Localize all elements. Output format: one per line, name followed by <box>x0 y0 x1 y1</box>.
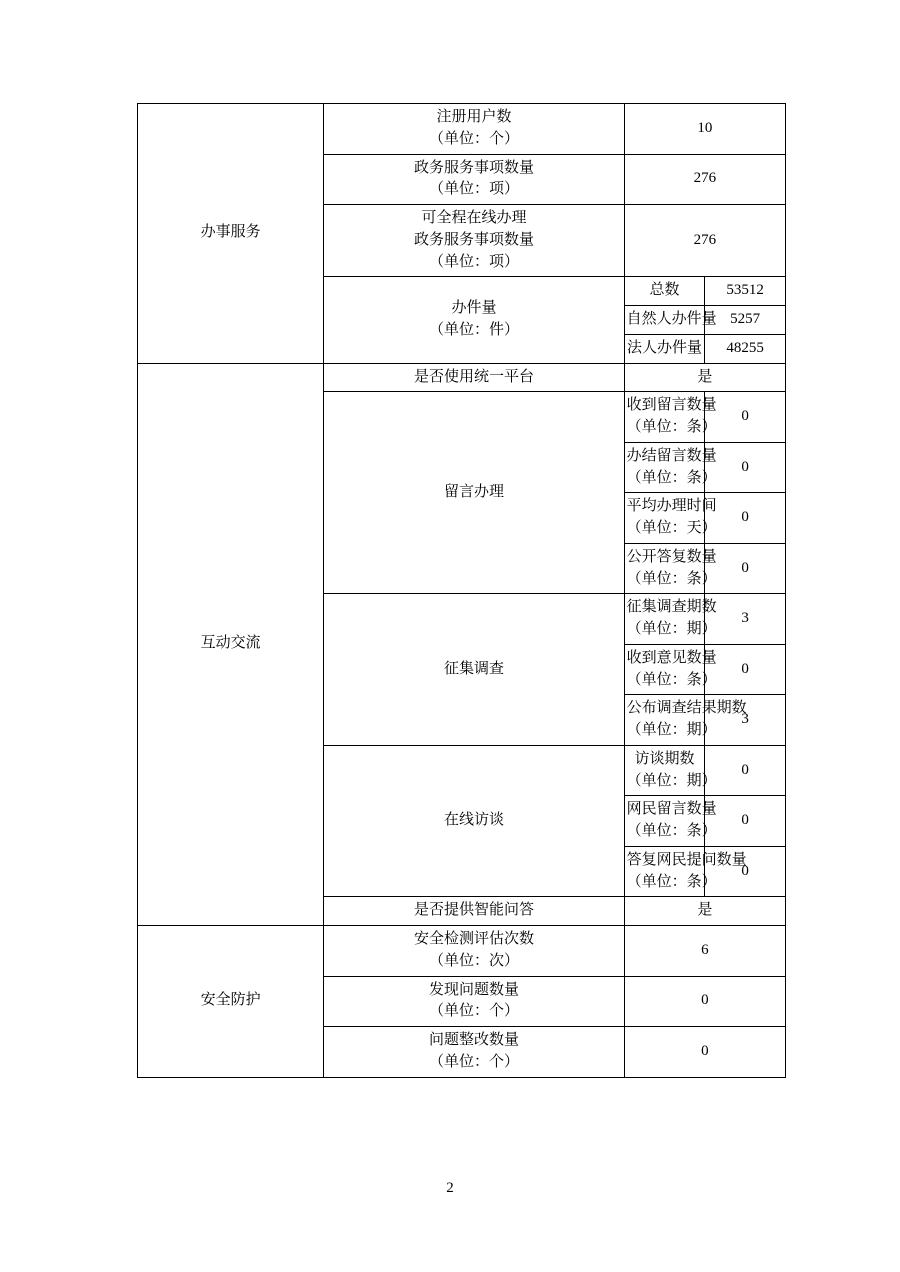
cell-text-line: （单位：次） <box>428 952 519 969</box>
sub-item-label-cell <box>624 277 705 306</box>
value-cell: 3 <box>705 594 786 645</box>
item-label-cell <box>324 594 624 746</box>
cell-text-line: （单位：项） <box>428 181 519 198</box>
value-cell: 0 <box>705 745 786 796</box>
cell-text-line: 注册用户数 <box>436 109 512 125</box>
table-row <box>138 926 786 977</box>
value-cell: 是 <box>624 897 785 926</box>
value-cell: 0 <box>624 976 785 1027</box>
value-cell: 0 <box>705 543 786 594</box>
cell-text-line: （单位：期） <box>626 772 717 789</box>
value-cell: 10 <box>624 104 785 155</box>
cell-text-line: 是否提供智能问答 <box>413 902 534 919</box>
cell-text-line: 征集调查 <box>443 660 504 677</box>
cell-text-line: （单位：条） <box>626 570 717 587</box>
cell-text-line: （单位：条） <box>626 469 717 486</box>
cell-text-line: （单位：件） <box>428 321 519 338</box>
value-cell: 276 <box>624 154 785 205</box>
cell-text-line: 政务服务事项数量 <box>413 159 534 176</box>
cell-text-line: 公开答复数量 <box>626 548 717 565</box>
category-cell <box>138 363 324 926</box>
item-label-cell <box>324 392 624 594</box>
value-cell: 是 <box>624 363 785 392</box>
sub-item-label-cell <box>624 306 717 335</box>
cell-text-line: （单位：期） <box>626 722 717 738</box>
item-label-cell <box>324 897 624 926</box>
cell-text-line: 公布调查结果期数 <box>626 700 747 717</box>
cell-text-line: 在线访谈 <box>443 812 504 829</box>
value-cell: 0 <box>705 493 786 544</box>
cell-text-line: 发现问题数量 <box>428 981 519 998</box>
item-label-cell <box>324 926 624 977</box>
value-cell: 0 <box>624 1027 785 1078</box>
value-cell: 48255 <box>705 334 786 363</box>
cell-text-line: （单位：个） <box>428 1003 519 1020</box>
sub-item-label-cell <box>624 442 717 493</box>
sub-item-label-cell <box>624 695 747 746</box>
cell-text-line: （单位：条） <box>626 823 717 839</box>
cell-text-line: 问题整改数量 <box>428 1032 519 1048</box>
table-row <box>138 104 786 155</box>
cell-text-line: 法人办件量 <box>626 339 702 356</box>
cell-text-line: （单位：期） <box>626 621 717 637</box>
value-cell: 0 <box>705 442 786 493</box>
sub-item-label-cell <box>624 334 705 363</box>
value-cell: 3 <box>705 695 786 746</box>
page-number: 2 <box>446 1180 454 1196</box>
cell-text-line: 留言办理 <box>443 483 504 500</box>
sub-item-label-cell <box>624 392 717 443</box>
annual-report-table <box>137 103 786 1078</box>
sub-item-label-cell <box>624 543 717 594</box>
item-label-cell <box>324 1027 624 1078</box>
value-cell: 6 <box>624 926 785 977</box>
cell-text-line: （单位：个） <box>428 130 519 147</box>
cell-text-line: （单位：条） <box>626 873 717 890</box>
cell-text-line: 办件量 <box>451 300 497 317</box>
category-cell <box>138 104 324 364</box>
category-cell <box>138 926 324 1078</box>
value-cell: 0 <box>705 846 786 897</box>
item-label-cell <box>324 205 624 277</box>
cell-text-line: 答复网民提问数量 <box>626 851 747 868</box>
cell-text-line: 收到意见数量 <box>626 649 717 666</box>
sub-item-label-cell <box>624 796 717 847</box>
cell-text-line: 安全防护 <box>200 992 261 1009</box>
item-label-cell <box>324 976 624 1027</box>
item-label-cell <box>324 154 624 205</box>
cell-text-line: 办结留言数量 <box>626 447 717 464</box>
cell-text-line: 政务服务事项数量 <box>413 231 534 248</box>
cell-text-line: 平均办理时间 <box>626 498 717 515</box>
sub-item-label-cell <box>624 745 717 796</box>
value-cell: 53512 <box>705 277 786 306</box>
cell-text-line: （单位：条） <box>626 671 717 688</box>
value-cell: 0 <box>705 392 786 443</box>
annual-report-table-wrapper <box>137 103 786 1078</box>
cell-text-line: 是否使用统一平台 <box>413 368 534 385</box>
cell-text-line: 访谈期数 <box>634 750 695 767</box>
value-cell: 5257 <box>705 306 786 335</box>
cell-text-line: 办事服务 <box>200 224 261 241</box>
cell-text-line: 自然人办件量 <box>626 311 717 327</box>
item-label-cell <box>324 363 624 392</box>
cell-text-line: 安全检测评估次数 <box>413 931 534 947</box>
item-label-cell <box>324 104 624 155</box>
cell-text-line: （单位：个） <box>428 1053 519 1070</box>
sub-item-label-cell <box>624 493 717 544</box>
cell-text-line: 总数 <box>649 282 680 299</box>
value-cell: 276 <box>624 205 785 277</box>
cell-text-line: 征集调查期数 <box>626 599 717 616</box>
cell-text-line: 互动交流 <box>200 635 261 652</box>
table-row <box>138 363 786 392</box>
cell-text-line: （单位：项） <box>428 253 519 270</box>
cell-text-line: （单位：条） <box>626 419 717 435</box>
sub-item-label-cell <box>624 594 717 645</box>
sub-item-label-cell <box>624 644 717 695</box>
cell-text-line: 可全程在线办理 <box>421 210 527 226</box>
sub-item-label-cell <box>624 846 747 897</box>
cell-text-line: （单位：天） <box>626 520 717 536</box>
value-cell: 0 <box>705 796 786 847</box>
item-label-cell <box>324 745 624 897</box>
cell-text-line: 网民留言数量 <box>626 801 717 818</box>
item-label-cell <box>324 277 624 363</box>
value-cell: 0 <box>705 644 786 695</box>
cell-text-line: 收到留言数量 <box>626 397 717 414</box>
